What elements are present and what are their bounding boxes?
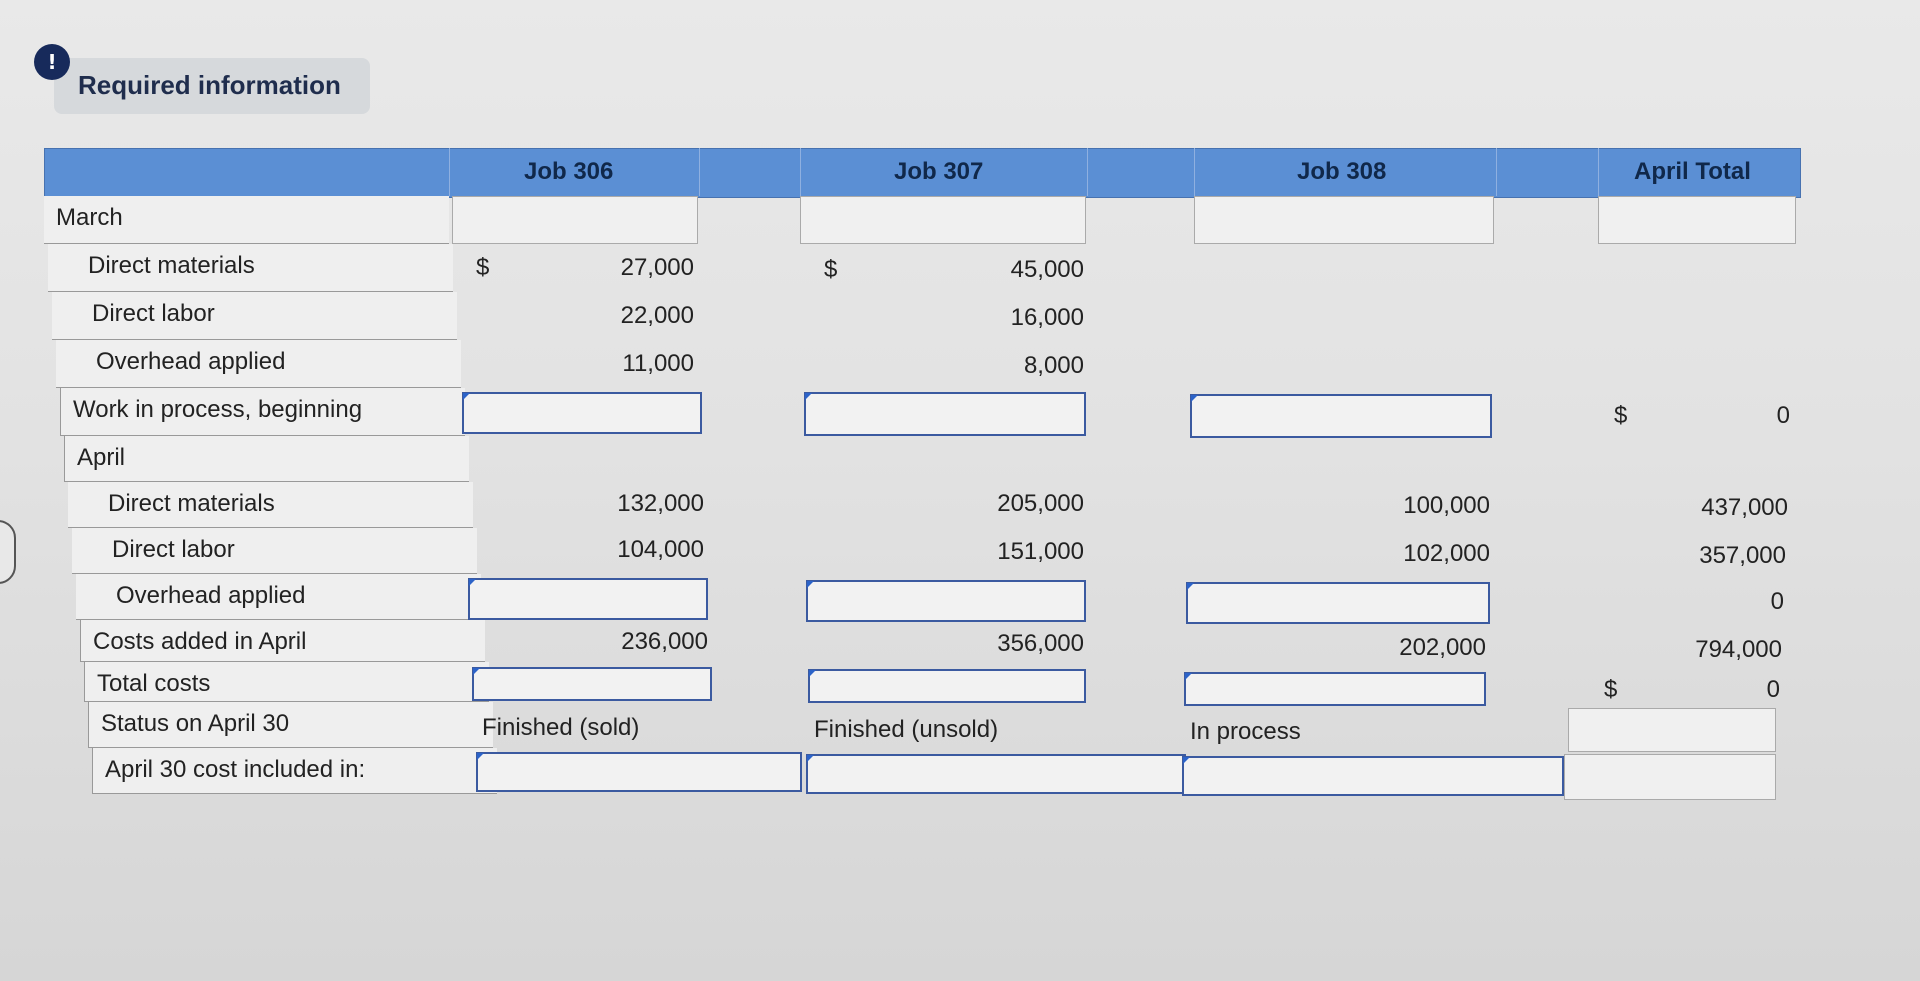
input-job306-cost-included[interactable]: [476, 752, 802, 792]
cell-total-april-dm[interactable]: 437,000: [1701, 494, 1788, 521]
cell-job308-april-dm[interactable]: 100,000: [1403, 492, 1490, 519]
header-divider: [1194, 148, 1195, 196]
cell-job307-costs-added[interactable]: 356,000: [997, 630, 1084, 657]
header-divider: [1087, 148, 1088, 196]
cell-total-wip-beginning[interactable]: 0: [1776, 402, 1790, 429]
cell-total-april-dl[interactable]: 357,000: [1699, 542, 1786, 569]
cell-job308-april-dl[interactable]: 102,000: [1403, 540, 1490, 567]
row-label-cost-included: April 30 cost included in:: [92, 748, 497, 794]
row-label-april-direct-materials: Direct materials: [68, 482, 473, 528]
input-job308-cost-included[interactable]: [1182, 756, 1564, 796]
cell-total-status: [1568, 708, 1776, 752]
header-divider: [699, 148, 700, 196]
cell-total-cost-included: [1564, 754, 1776, 800]
cell-job306-costs-added[interactable]: 236,000: [621, 628, 708, 655]
input-job306-wip-beginning[interactable]: [462, 392, 702, 434]
cell-job308-status[interactable]: In process: [1190, 718, 1301, 745]
input-job307-total-costs[interactable]: [808, 669, 1086, 703]
currency-symbol: $: [1604, 676, 1618, 703]
cell-job306-march-dm[interactable]: 27,000: [620, 254, 694, 281]
row-label-total-costs: Total costs: [84, 662, 489, 702]
cell-total-costs-added[interactable]: 794,000: [1695, 636, 1782, 663]
row-label-april: April: [64, 436, 469, 482]
column-header-job306: Job 306: [524, 158, 614, 185]
row-label-march-direct-labor: Direct labor: [52, 292, 457, 340]
row-label-march-overhead: Overhead applied: [56, 340, 461, 388]
row-label-march: March: [44, 196, 449, 244]
row-label-april-overhead: Overhead applied: [76, 574, 481, 620]
cell-job307-status[interactable]: Finished (unsold): [814, 716, 999, 743]
input-job308-april-overhead[interactable]: [1186, 582, 1490, 624]
column-header-job308: Job 308: [1297, 158, 1387, 185]
header-divider: [1496, 148, 1497, 196]
input-job308-wip-beginning[interactable]: [1190, 394, 1492, 438]
cell-total-april-oh[interactable]: 0: [1770, 588, 1784, 615]
input-job307-wip-beginning[interactable]: [804, 392, 1086, 436]
currency-symbol: $: [476, 254, 490, 281]
row-label-status: Status on April 30: [88, 702, 493, 748]
cell-job306-april-dl[interactable]: 104,000: [617, 536, 704, 563]
cell-job307-march-dm[interactable]: 45,000: [1010, 256, 1084, 283]
cell-job306-march-oh[interactable]: 11,000: [622, 350, 694, 377]
cell-job306-status[interactable]: Finished (sold): [482, 714, 640, 741]
column-header-job307: Job 307: [894, 158, 984, 185]
header-divider: [800, 148, 801, 196]
row-label-wip-beginning: Work in process, beginning: [60, 388, 465, 436]
alert-icon: !: [34, 44, 70, 80]
currency-symbol: $: [824, 256, 838, 283]
input-job307-cost-included[interactable]: [806, 754, 1186, 794]
cell-job307-april-dl[interactable]: 151,000: [997, 538, 1084, 565]
input-job307-april-overhead[interactable]: [806, 580, 1086, 622]
row-label-march-direct-materials: Direct materials: [48, 244, 453, 292]
cell-job306-march: [452, 196, 698, 244]
input-job306-april-overhead[interactable]: [468, 578, 708, 620]
cell-job307-march-dl[interactable]: 16,000: [1010, 304, 1084, 331]
header-divider: [449, 148, 450, 196]
cell-job306-march-dl[interactable]: 22,000: [620, 302, 694, 329]
cell-total-march: [1598, 196, 1796, 244]
job-cost-table: [44, 148, 1799, 800]
cell-job308-march: [1194, 196, 1494, 244]
cell-job306-april-dm[interactable]: 132,000: [617, 490, 704, 517]
cell-job307-april-dm[interactable]: 205,000: [997, 490, 1084, 517]
row-label-april-direct-labor: Direct labor: [72, 528, 477, 574]
header-divider: [1598, 148, 1599, 196]
side-panel-handle[interactable]: [0, 520, 16, 584]
currency-symbol: $: [1614, 402, 1628, 429]
cell-job307-march: [800, 196, 1086, 244]
required-info-title[interactable]: Required information: [78, 70, 341, 100]
column-header-april-total: April Total: [1634, 158, 1751, 185]
input-job306-total-costs[interactable]: [472, 667, 712, 701]
cell-total-total-costs[interactable]: 0: [1766, 676, 1780, 703]
cell-job307-march-oh[interactable]: 8,000: [1023, 352, 1084, 379]
input-job308-total-costs[interactable]: [1184, 672, 1486, 706]
row-label-costs-added: Costs added in April: [80, 620, 485, 662]
cell-job308-costs-added[interactable]: 202,000: [1399, 634, 1486, 661]
